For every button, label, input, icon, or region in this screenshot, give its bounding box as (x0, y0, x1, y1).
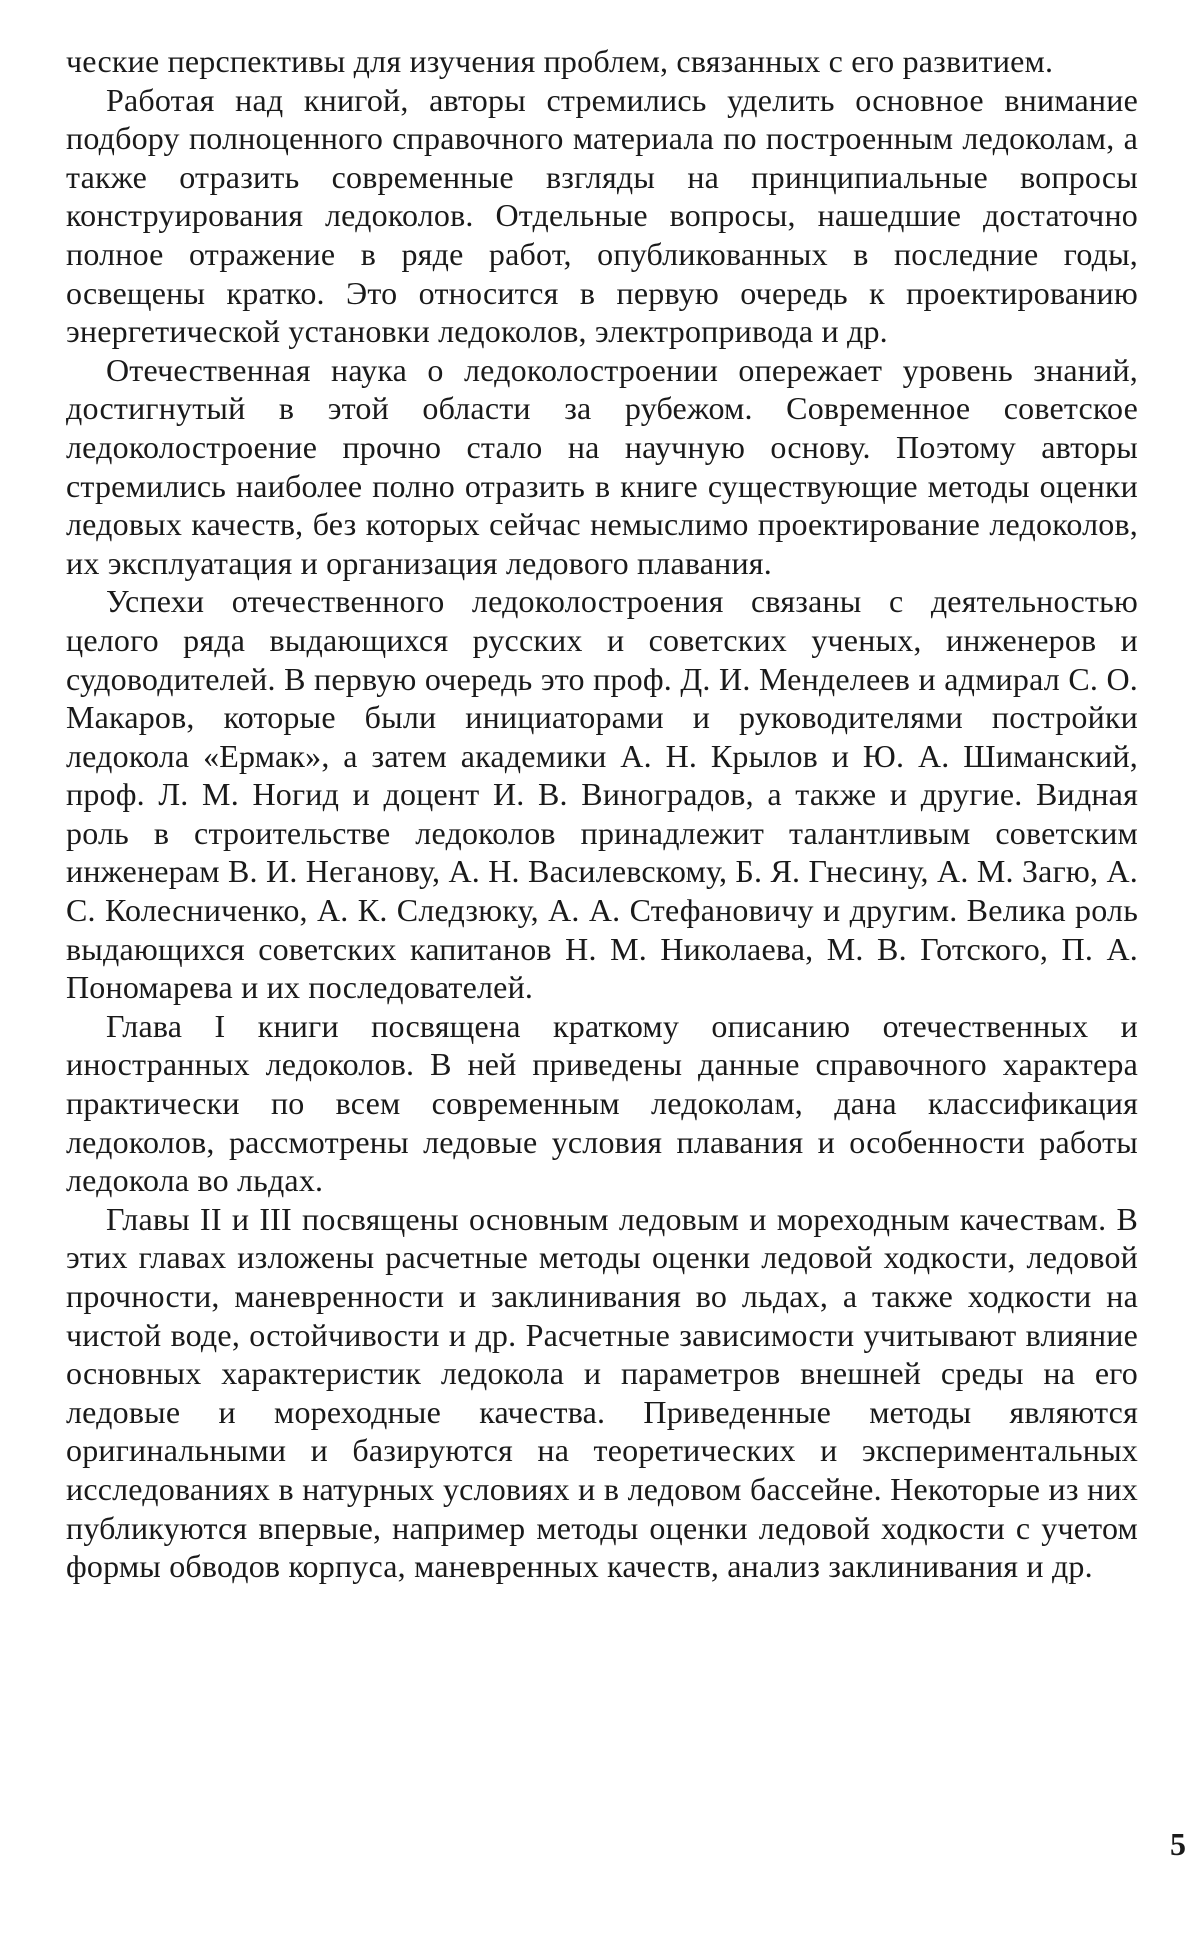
page-number: 5 (1170, 1826, 1186, 1862)
paragraph-authors-intent: Работая над книгой, авторы стремились уделить основное внимание подбору полноценного справочного материала по построенным ледоколам, а также отразить современные взгляды на принципиальные вопросы конструирования ледоколов. Отдельные вопросы, нашедшие достаточно полное отражение в ряде работ, опубликованных в последние годы, освещены кратко. Это относится в первую очередь к проектированию энергетической установки ледоколов, электропривода и др. (66, 81, 1138, 350)
document-page (66, 42, 1138, 1902)
paragraph-successes: Успехи отечественного ледоколостроения связаны с деятельностью целого ряда выдающихся русских и советских ученых, инженеров и судоводителей. В первую очередь это проф. Д. И. Менделеев и адмирал С. О. Макаров, которые были инициаторами и руководителями постройки ледокола «Ермак», а затем академики А. Н. Крылов и Ю. А. Шиманский, проф. Л. М. Ногид и доцент И. В. Виноградов, а также и другие. Видная роль в строительстве ледоколов принадлежит талантливым советским инженерам В. И. Неганову, А. Н. Василевскому, Б. Я. Гнесину, А. М. Загю, А. С. Колесниченко, А. К. Следзюку, А. А. Стефановичу и другим. Велика роль выдающихся советских капитанов Н. М. Николаева, М. В. Готского, П. А. Пономарева и их последователей. (66, 583, 1138, 1006)
paragraph-domestic-science: Отечественная наука о ледоколостроении опережает уровень знаний, достигнутый в этой области за рубежом. Современное советское ледоколостроение прочно стало на научную основу. Поэтому авторы стремились наиболее полно отразить в книге существующие методы оценки ледовых качеств, без которых сейчас немыслимо проектирование ледоколов, их эксплуатация и организация ледового плавания. (66, 351, 1138, 581)
paragraph-chapter-one: Глава I книги посвящена краткому описанию отечественных и иностранных ледоколов. В ней приведены данные справочного характера практически по всем современным ледоколам, дана классификация ледоколов, рассмотрены ледовые условия плавания и особенности работы ледокола во льдах. (66, 1007, 1138, 1199)
paragraph-continuation: ческие перспективы для изучения проблем, связанных с его развитием. (66, 43, 1054, 79)
paragraph-chapters-two-three: Главы II и III посвящены основным ледовым и мореходным качествам. В этих главах изложены расчетные методы оценки ледовой ходкости, ледовой прочности, маневренности и заклинивания во льдах, а также ходкости на чистой воде, остойчивости и др. Расчетные зависимости учитывают влияние основных характеристик ледокола и параметров внешней среды на его ледовые и мореходные качества. Приведенные методы являются оригинальными и базируются на теоретических и экспериментальных исследованиях в натурных условиях и в ледовом бассейне. Некоторые из них публикуются впервые, например методы оценки ледовой ходкости с учетом формы обводов корпуса, маневренных качеств, анализ заклинивания и др. (66, 1200, 1138, 1585)
